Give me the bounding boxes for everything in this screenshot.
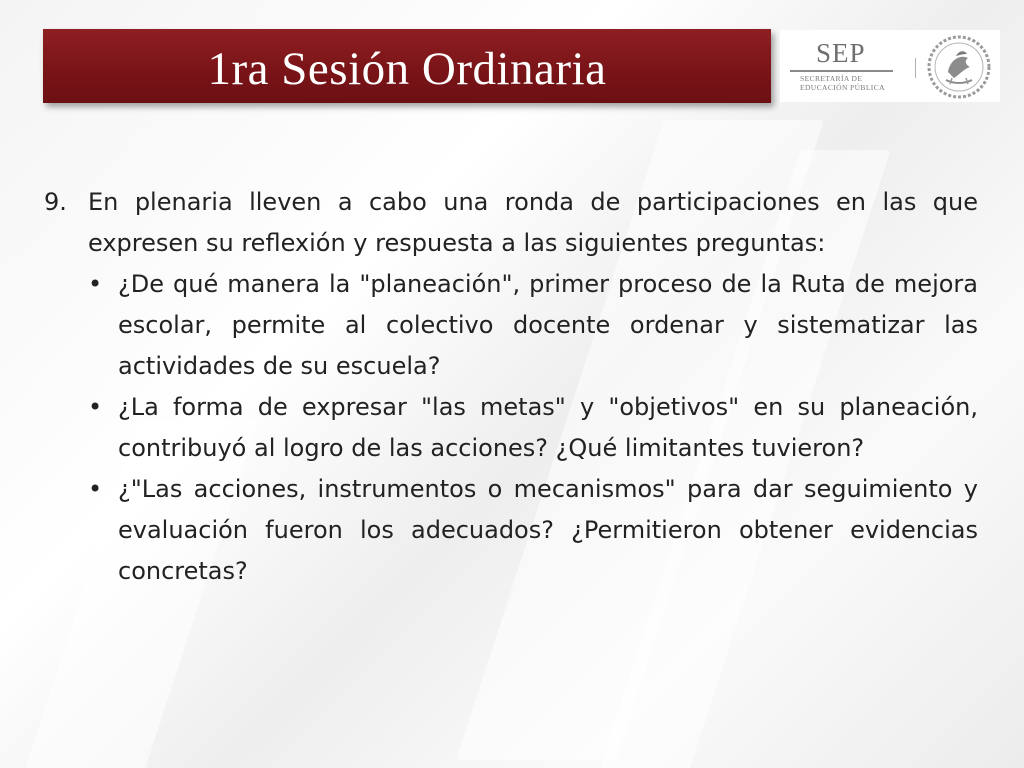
sep-logo — [780, 30, 1000, 102]
numbered-item — [44, 182, 978, 264]
sep-logo-subtitle-line2: EDUCACIÓN PÚBLICA — [800, 83, 885, 92]
sep-logo-subtitle — [800, 74, 910, 92]
item-text: En plenaria lleven a cabo una ronda de participaciones en las que expresen su reflexión y respuesta a las siguientes preguntas: — [88, 188, 978, 257]
question-text: ¿La forma de expresar "las metas" y "objetivos" en su planeación, contribuyó al logro de las acciones? ¿Qué limitantes tuvieron? — [118, 393, 978, 462]
list-item — [88, 469, 978, 592]
logo-divider — [915, 58, 916, 78]
question-list — [44, 264, 978, 592]
slide-title: 1ra Sesión Ordinaria — [207, 43, 607, 95]
question-text: ¿"Las acciones, instrumentos o mecanismos" para dar seguimiento y evaluación fueron los adecuados? ¿Permitieron obtener evidencias concretas? — [118, 475, 978, 585]
bullet-icon: • — [88, 475, 103, 503]
sep-logo-rule — [790, 70, 893, 72]
bullet-icon: • — [88, 270, 103, 298]
list-item — [88, 264, 978, 387]
sep-logo-subtitle-line1: SECRETARÍA DE — [800, 74, 863, 83]
slide-body — [44, 182, 978, 592]
item-number: 9. — [44, 188, 67, 216]
question-text: ¿De qué manera la "planeación", primer proceso de la Ruta de mejora escolar, permite al colectivo docente ordenar y sistematizar las actividades de su escuela? — [118, 270, 978, 380]
list-item — [88, 387, 978, 469]
sep-logo-wordmark: SEP — [816, 38, 866, 68]
title-banner — [43, 29, 771, 103]
bullet-icon: • — [88, 393, 103, 421]
mexican-coat-of-arms-icon — [926, 34, 992, 100]
